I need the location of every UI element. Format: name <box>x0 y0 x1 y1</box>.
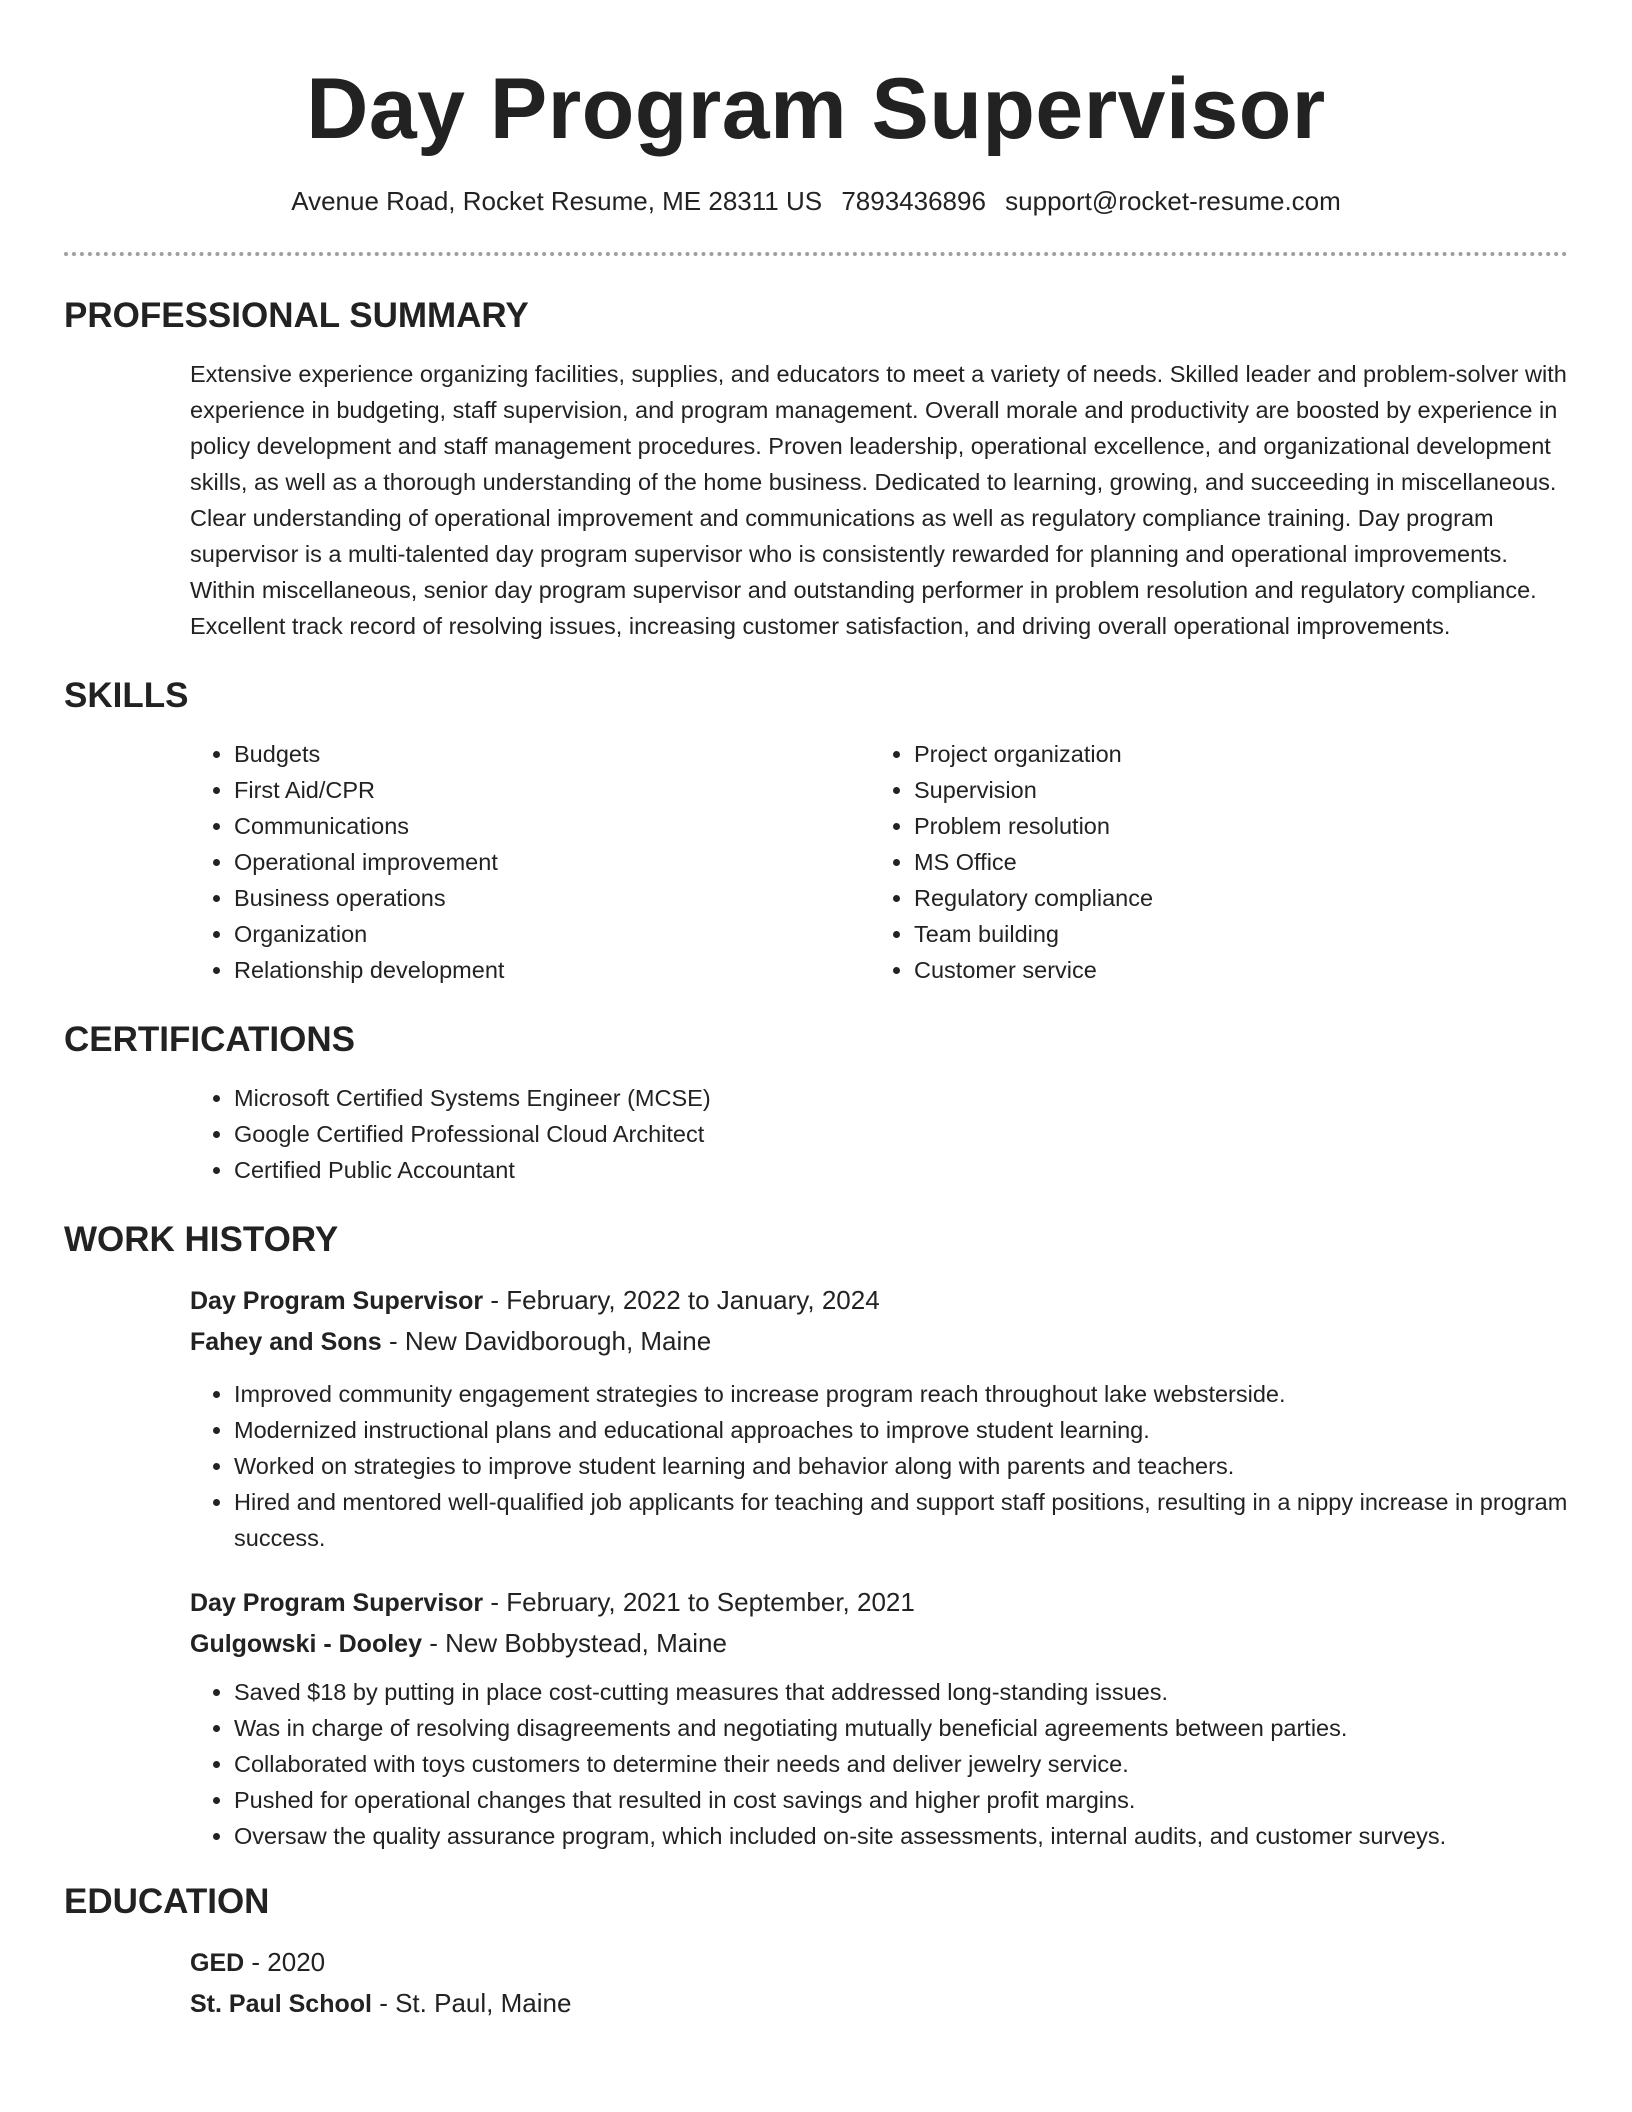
job-location: - New Bobbystead, Maine <box>421 1628 727 1658</box>
job-bullet: • Oversaw the quality assurance program, which included on-site assessments, internal audits, and customer surveys. <box>234 1818 1568 1854</box>
certification-item: • Microsoft Certified Systems Engineer (MCSE) <box>234 1080 1568 1116</box>
job-role: Day Program Supervisor <box>190 1287 484 1315</box>
skill-item: • First Aid/CPR <box>234 772 870 808</box>
certifications-heading: CERTIFICATIONS <box>64 1020 356 1059</box>
job-bullet: • Saved $18 by putting in place cost-cutting measures that addressed long-standing issues. <box>234 1674 1568 1710</box>
job-bullet: • Pushed for operational changes that resulted in cost savings and higher profit margins. <box>234 1782 1568 1818</box>
job-bullet: • Was in charge of resolving disagreements and negotiating mutually beneficial agreements between parties. <box>234 1710 1568 1746</box>
certification-item: • Google Certified Professional Cloud Architect <box>234 1116 1568 1152</box>
skill-item: • Relationship development <box>234 952 870 988</box>
contact-phone: 7893436896 <box>841 186 986 216</box>
job-company: Fahey and Sons <box>190 1328 382 1356</box>
job-bullet: • Collaborated with toys customers to determine their needs and deliver jewelry service. <box>234 1746 1568 1782</box>
job-company: Gulgowski - Dooley <box>190 1630 422 1658</box>
certifications-section <box>64 1018 1568 1188</box>
skill-item: • Communications <box>234 808 870 844</box>
job-dates: - February, 2021 to September, 2021 <box>483 1587 915 1617</box>
job-bullet: • Modernized instructional plans and educational approaches to improve student learning. <box>234 1412 1568 1448</box>
skill-item: • Problem resolution <box>914 808 1550 844</box>
skill-item: • MS Office <box>914 844 1550 880</box>
summary-section <box>64 294 1568 644</box>
skills-heading: SKILLS <box>64 676 189 715</box>
skills-column-right <box>870 736 1550 988</box>
job-title-line <box>190 1280 1568 1321</box>
skill-item: • Operational improvement <box>234 844 870 880</box>
summary-heading: PROFESSIONAL SUMMARY <box>64 296 529 335</box>
candidate-name: Day Program Supervisor <box>306 61 1326 157</box>
work-history-section <box>64 1218 1568 1854</box>
contact-address: Avenue Road, Rocket Resume, ME 28311 US <box>291 186 823 216</box>
job-bullet: • Hired and mentored well-qualified job applicants for teaching and support staff positions, resulting in a nippy increase in program success. <box>234 1484 1568 1556</box>
skill-item: • Budgets <box>234 736 870 772</box>
work-history-heading: WORK HISTORY <box>64 1220 339 1259</box>
header-divider <box>64 252 1568 256</box>
education-degree: GED <box>190 1949 245 1977</box>
skill-item: • Customer service <box>914 952 1550 988</box>
education-location: - St. Paul, Maine <box>371 1988 572 2018</box>
job-dates: - February, 2022 to January, 2024 <box>483 1285 880 1315</box>
job-location: - New Davidborough, Maine <box>381 1326 712 1356</box>
job-entry <box>190 1280 1568 1556</box>
education-year: - 2020 <box>244 1947 326 1977</box>
skills-grid <box>190 736 1568 988</box>
job-title-line <box>190 1582 1568 1623</box>
education-school: St. Paul School <box>190 1990 372 2018</box>
contact-email: support@rocket-resume.com <box>1005 186 1341 216</box>
job-bullet: • Improved community engagement strategies to increase program reach throughout lake websterside. <box>234 1376 1568 1412</box>
job-company-line <box>190 1321 1568 1362</box>
job-entry <box>190 1582 1568 1854</box>
job-role: Day Program Supervisor <box>190 1589 484 1617</box>
certification-item: • Certified Public Accountant <box>234 1152 1568 1188</box>
skill-item: • Team building <box>914 916 1550 952</box>
skill-item: • Business operations <box>234 880 870 916</box>
skill-item: • Organization <box>234 916 870 952</box>
contact-line <box>64 184 1568 218</box>
skill-item: • Regulatory compliance <box>914 880 1550 916</box>
job-company-line <box>190 1623 1568 1664</box>
skills-column-left <box>190 736 870 988</box>
education-section <box>64 1880 1568 2024</box>
education-heading: EDUCATION <box>64 1882 270 1921</box>
resume-header <box>64 0 1568 256</box>
summary-text: Extensive experience organizing facilities, supplies, and educators to meet a variety of needs. Skilled leader and problem-solver with experience in budgeting, staff supervision, and program management. Overall morale and productivity are boosted by experience in policy development and staff management procedures. Proven leadership, operational excellence, and organizational development skills, as well as a thorough understanding of the home business. Dedicated to learning, growing, and succeeding in miscellaneous. Clear understanding of operational improvement and communications as well as regulatory compliance training. Day program supervisor is a multi-talented day program supervisor who is consistently rewarded for planning and operational improvements. Within miscellaneous, senior day program supervisor and outstanding performer in problem resolution and regulatory compliance. Excellent track record of resolving issues, increasing customer satisfaction, and driving overall operational improvements. <box>190 361 1567 639</box>
education-degree-line <box>190 1942 1568 1983</box>
skills-section <box>64 674 1568 988</box>
job-bullet: • Worked on strategies to improve student learning and behavior along with parents and teachers. <box>234 1448 1568 1484</box>
skill-item: • Project organization <box>914 736 1550 772</box>
skill-item: • Supervision <box>914 772 1550 808</box>
education-school-line <box>190 1983 1568 2024</box>
